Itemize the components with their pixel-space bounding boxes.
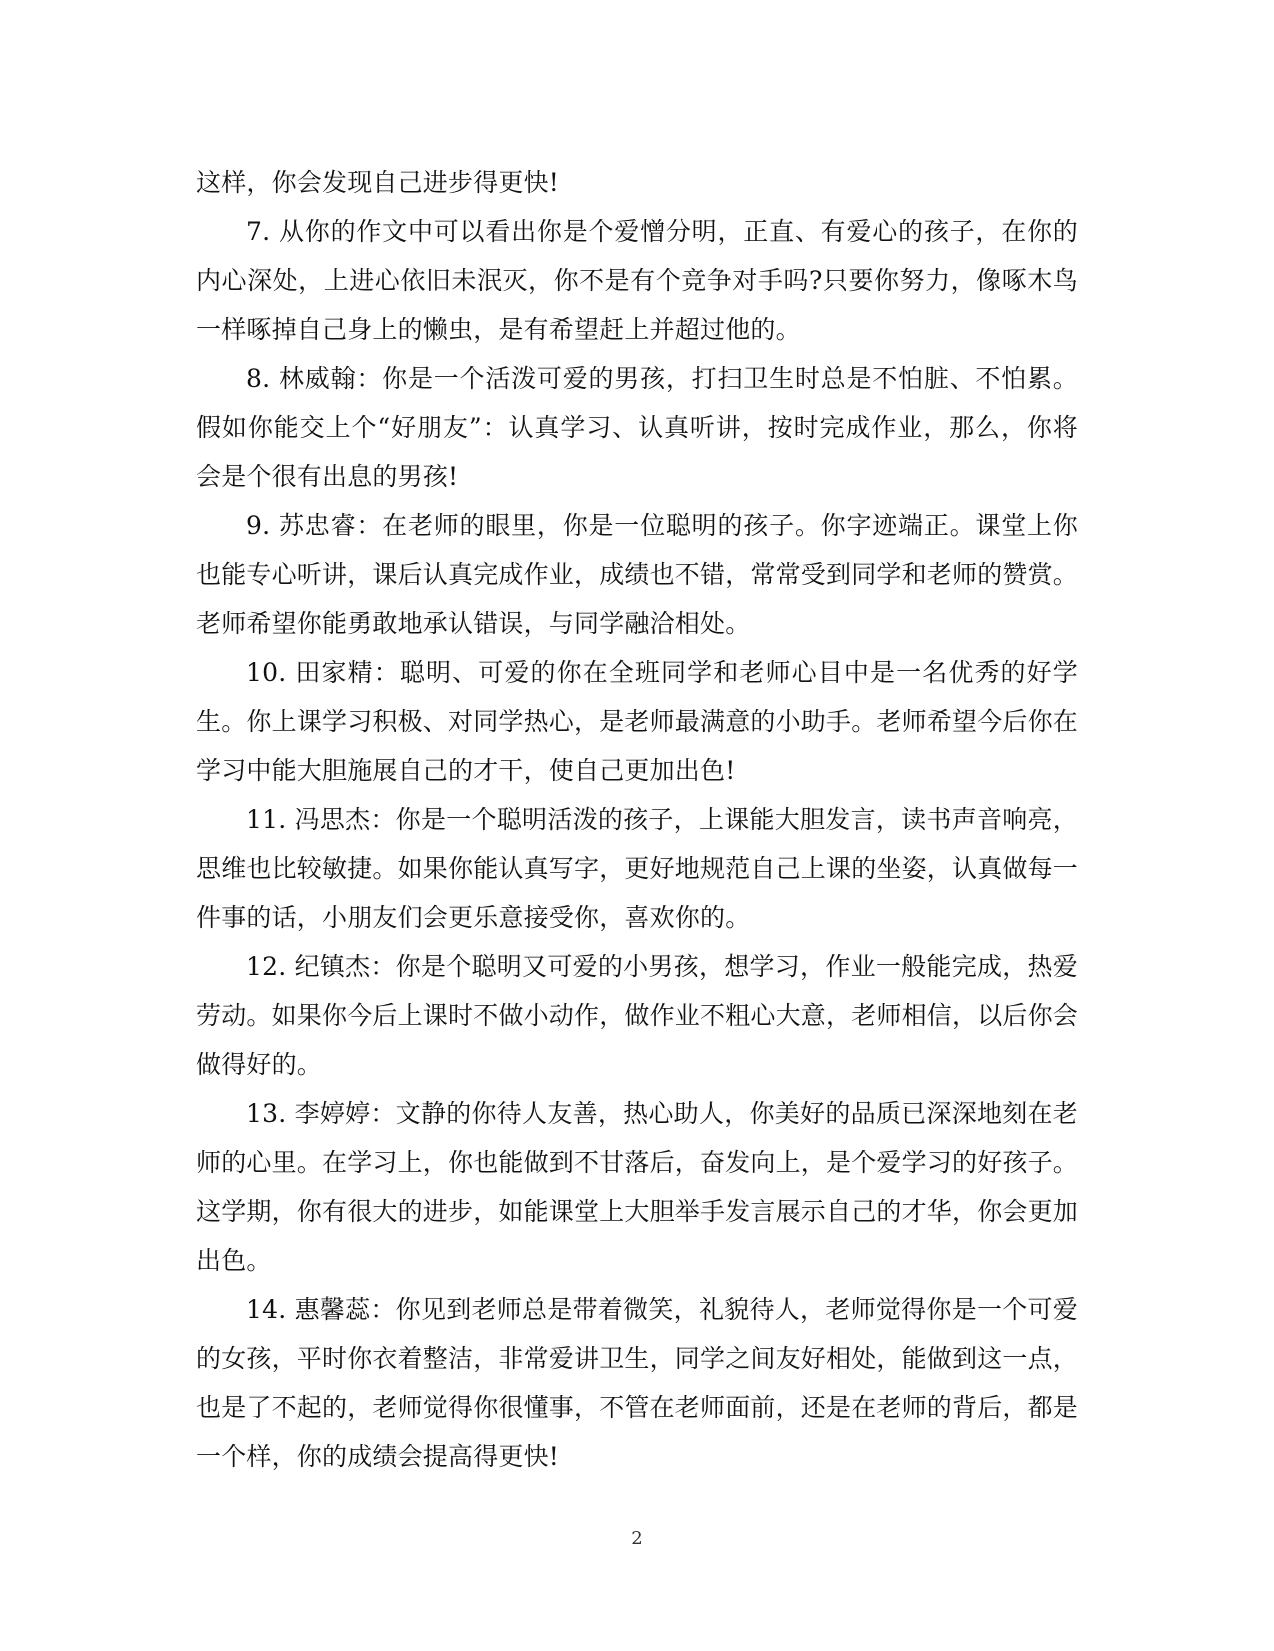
paragraph-comment-12: 12. 纪镇杰：你是个聪明又可爱的小男孩，想学习，作业一般能完成，热爱劳动。如果你今后上课时不做小动作，做作业不粗心大意，老师相信，以后你会做得好的。 [196, 952, 1079, 1079]
paragraph-comment-11: 11. 冯思杰：你是一个聪明活泼的孩子，上课能大胆发言，读书声音响亮，思维也比较敏捷。如果你能认真写字，更好地规范自己上课的坐姿，认真做每一件事的话，小朋友们会更乐意接受你，喜欢你的。 [196, 805, 1079, 932]
paragraph-comment-7: 7. 从你的作文中可以看出你是个爱憎分明，正直、有爱心的孩子，在你的内心深处，上进心依旧未泯灭，你不是有个竞争对手吗?只要你努力，像啄木鸟一样啄掉自己身上的懒虫，是有希望赶上并超过他的。 [196, 217, 1078, 344]
paragraph-comment-13: 13. 李婷婷：文静的你待人友善，热心助人，你美好的品质已深深地刻在老师的心里。在学习上，你也能做到不甘落后，奋发向上，是个爱学习的好孩子。这学期，你有很大的进步，如能课堂上大胆举手发言展示自己的才华，你会更加出色。 [196, 1099, 1079, 1275]
paragraph-comment-9: 9. 苏忠睿：在老师的眼里，你是一位聪明的孩子。你字迹端正。课堂上你也能专心听讲，课后认真完成作业，成绩也不错，常常受到同学和老师的赞赏。老师希望你能勇敢地承认错误，与同学融洽相处。 [196, 511, 1079, 638]
paragraph-comment-14: 14. 惠馨蕊：你见到老师总是带着微笑，礼貌待人，老师觉得你是一个可爱的女孩，平时你衣着整洁，非常爱讲卫生，同学之间友好相处，能做到这一点，也是了不起的，老师觉得你很懂事，不管在老师面前，还是在老师的背后，都是一个样，你的成绩会提高得更快! [196, 1295, 1079, 1471]
page-number: 2 [631, 1528, 643, 1549]
paragraph-comment-10: 10. 田家精：聪明、可爱的你在全班同学和老师心目中是一名优秀的好学生。你上课学习积极、对同学热心，是老师最满意的小助手。老师希望今后你在学习中能大胆施展自己的才干，使自己更加出色! [196, 658, 1079, 785]
paragraph-continuation: 这样，你会发现自己进步得更快! [196, 168, 560, 197]
document-body [196, 158, 1078, 1481]
paragraph-comment-8: 8. 林威翰：你是一个活泼可爱的男孩，打扫卫生时总是不怕脏、不怕累。假如你能交上个“好朋友”：认真学习、认真听讲，按时完成作业，那么，你将会是个很有出息的男孩! [196, 364, 1078, 491]
